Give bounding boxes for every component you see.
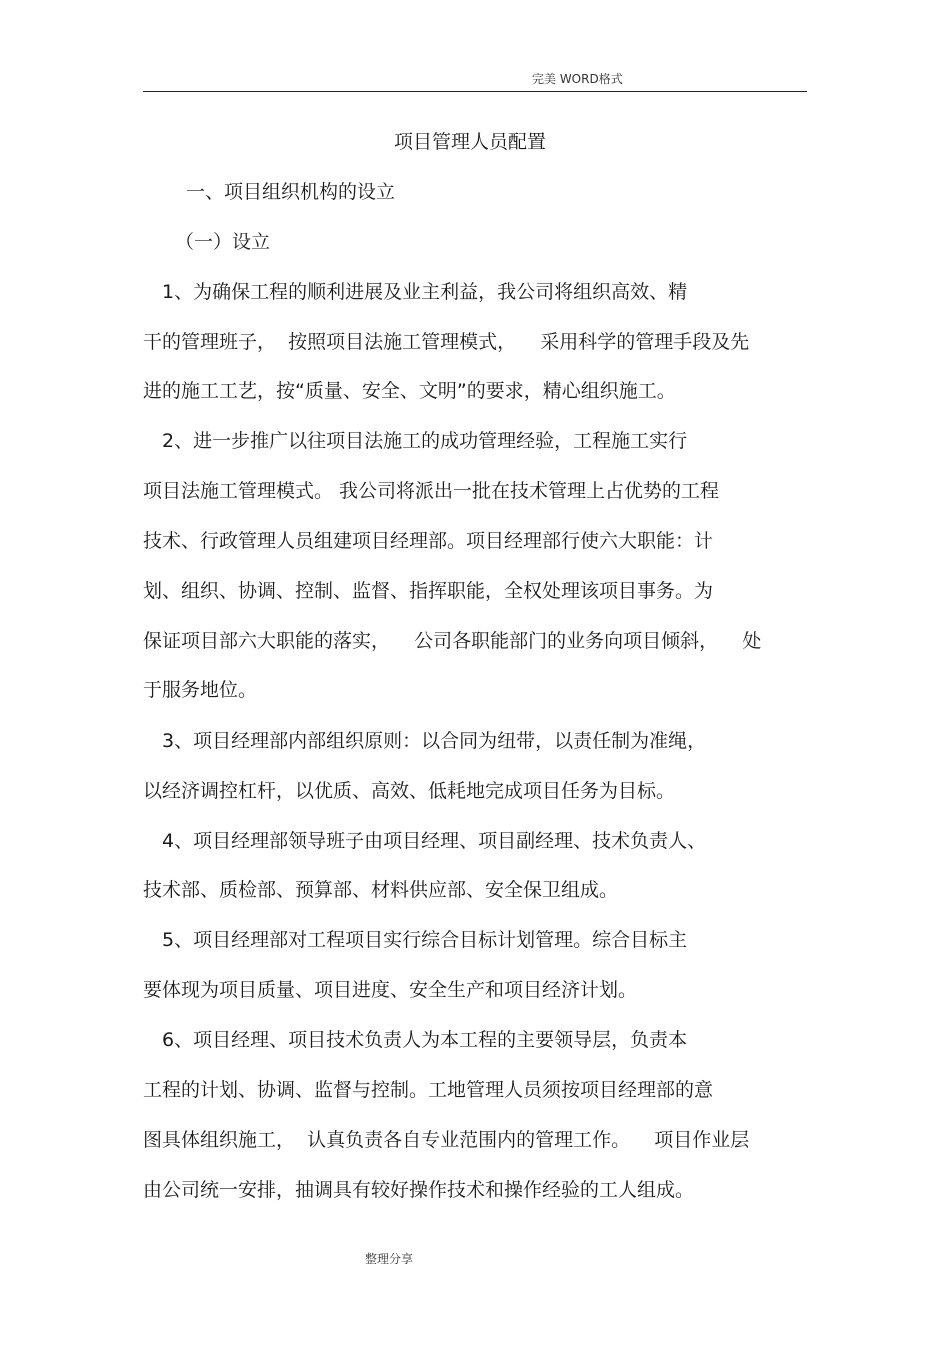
paragraph-line: 干的管理班子， 按照项目法施工管理模式， 采用科学的管理手段及先 bbox=[143, 331, 750, 353]
paragraph-line: 项目法施工管理模式。 我公司将派出一批在技术管理上占优势的工程 bbox=[143, 480, 720, 502]
header-text: 完美 WORD格式 bbox=[532, 72, 623, 86]
paragraph-line: 2、进一步推广以往项目法施工的成功管理经验，工程施工实行 bbox=[143, 430, 688, 452]
paragraph-line: 技术部、质检部、预算部、材料供应部、安全保卫组成。 bbox=[143, 879, 619, 901]
page-footer: 整理分享 bbox=[365, 1252, 414, 1266]
paragraph-line: 划、组织、协调、控制、监督、指挥职能，全权处理该项目事务。为 bbox=[143, 580, 714, 602]
paragraph-line: 工程的计划、协调、监督与控制。工地管理人员须按项目经理部的意 bbox=[143, 1079, 714, 1101]
paragraph-line: 要体现为项目质量、项目进度、安全生产和项目经济计划。 bbox=[143, 979, 638, 1001]
document-title: 项目管理人员配置 bbox=[393, 131, 546, 153]
paragraph-line: 3、项目经理部内部组织原则：以合同为纽带，以责任制为准绳， bbox=[143, 730, 707, 752]
paragraph-line: 图具体组织施工， 认真负责各自专业范围内的管理工作。 项目作业层 bbox=[143, 1129, 750, 1151]
paragraph-line: 保证项目部六大职能的落实， 公司各职能部门的业务向项目倾斜， 处 bbox=[143, 630, 762, 652]
paragraph-line: 5、项目经理部对工程项目实行综合目标计划管理。综合目标主 bbox=[143, 929, 688, 951]
header-divider bbox=[143, 91, 807, 92]
subsection-heading: （一）设立 bbox=[175, 231, 271, 253]
paragraph-line: 以经济调控杠杆，以优质、高效、低耗地完成项目任务为目标。 bbox=[143, 780, 676, 802]
paragraph-line: 1、为确保工程的顺利进展及业主利益，我公司将组织高效、精 bbox=[143, 281, 688, 303]
section-heading: 一、项目组织机构的设立 bbox=[186, 181, 396, 203]
paragraph-line: 由公司统一安排，抽调具有较好操作技术和操作经验的工人组成。 bbox=[143, 1179, 695, 1201]
paragraph-line: 进的施工工艺，按“质量、安全、文明”的要求，精心组织施工。 bbox=[143, 380, 676, 402]
paragraph-line: 4、项目经理部领导班子由项目经理、项目副经理、技术负责人、 bbox=[143, 830, 707, 852]
paragraph-line: 6、项目经理、项目技术负责人为本工程的主要领导层，负责本 bbox=[143, 1029, 688, 1051]
paragraph-line: 技术、行政管理人员组建项目经理部。项目经理部行使六大职能：计 bbox=[143, 530, 714, 552]
paragraph-line: 于服务地位。 bbox=[143, 679, 258, 701]
